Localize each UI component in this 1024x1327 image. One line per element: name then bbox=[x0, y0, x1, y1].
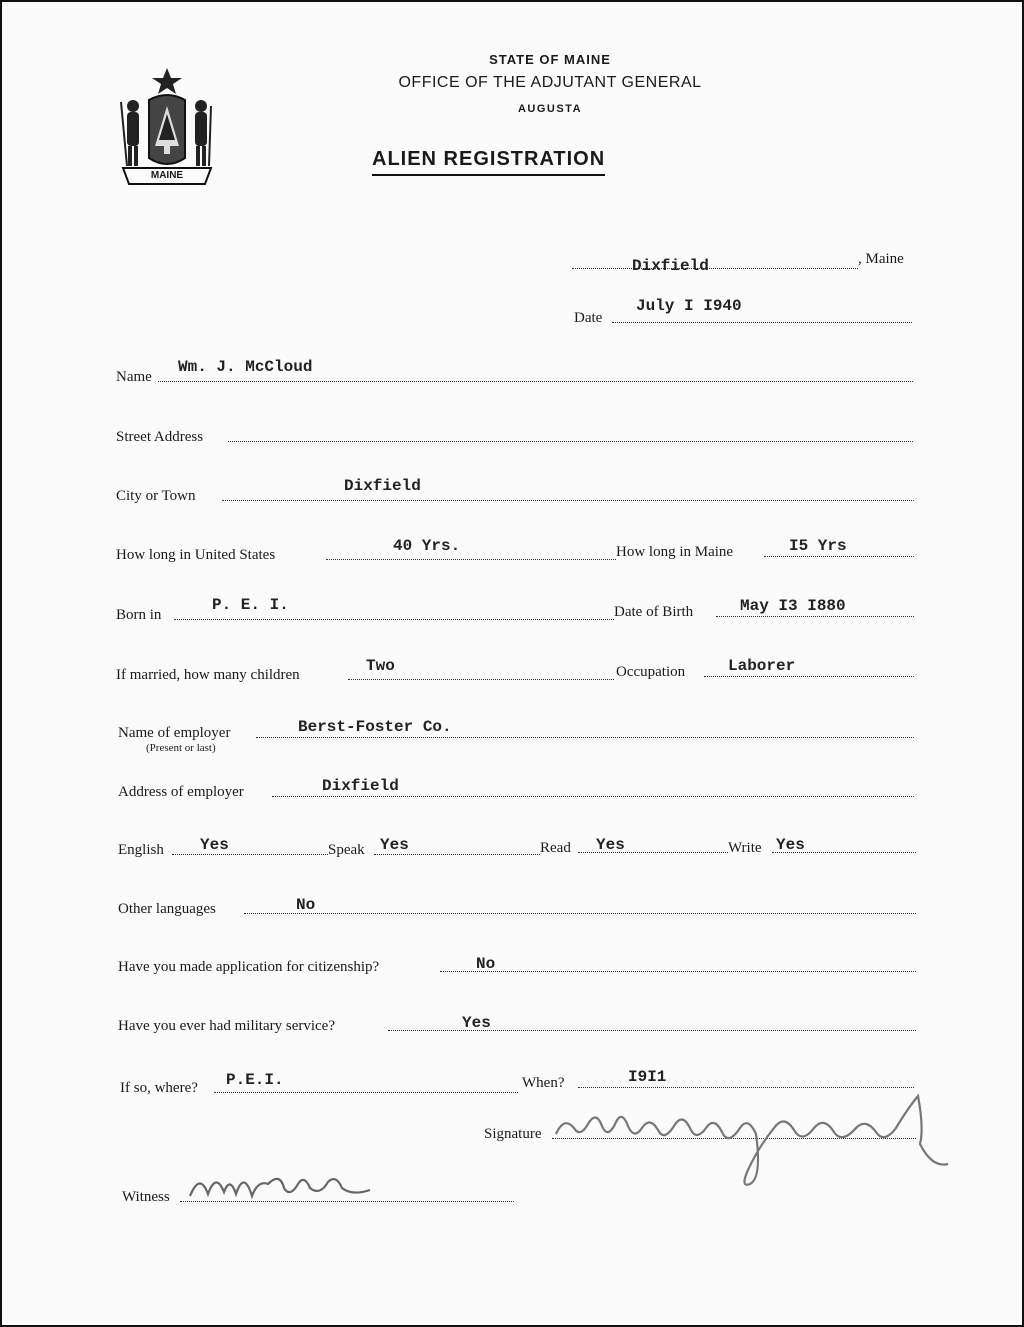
employer-value: Berst-Foster Co. bbox=[298, 718, 452, 736]
town-value: Dixfield bbox=[632, 257, 709, 275]
children-line bbox=[348, 679, 614, 680]
name-value: Wm. J. McCloud bbox=[178, 358, 313, 376]
citizenship-value: No bbox=[476, 955, 496, 973]
us-duration-label: How long in United States bbox=[116, 547, 276, 563]
employer-address-label: Address of employer bbox=[118, 784, 244, 800]
signature-label: Signature bbox=[484, 1126, 542, 1142]
employer-address-value: Dixfield bbox=[322, 777, 399, 795]
born-value: P. E. I. bbox=[212, 596, 289, 614]
read-label: Read bbox=[540, 840, 571, 856]
us-duration-line bbox=[326, 559, 616, 560]
where-label: If so, where? bbox=[120, 1080, 198, 1096]
english-line bbox=[172, 854, 328, 855]
other-languages-value: No bbox=[296, 896, 316, 914]
street-label: Street Address bbox=[116, 429, 204, 445]
maine-state-seal-icon bbox=[113, 66, 221, 190]
city-heading: AUGUSTA bbox=[517, 103, 583, 115]
where-line bbox=[214, 1092, 518, 1093]
city-label: City or Town bbox=[116, 488, 196, 504]
maine-duration-label: How long in Maine bbox=[616, 544, 734, 560]
speak-label: Speak bbox=[328, 842, 365, 858]
write-value: Yes bbox=[776, 836, 805, 854]
occupation-value: Laborer bbox=[728, 657, 796, 675]
children-value: Two bbox=[366, 657, 395, 675]
dob-label: Date of Birth bbox=[614, 604, 694, 620]
military-label: Have you ever had military service? bbox=[118, 1018, 335, 1034]
date-line bbox=[612, 322, 912, 323]
us-duration-value: 40 Yrs. bbox=[393, 537, 461, 555]
name-line bbox=[158, 381, 913, 382]
when-value: I9I1 bbox=[628, 1068, 667, 1086]
witness-handwriting bbox=[186, 1166, 376, 1206]
employer-address-line bbox=[272, 796, 914, 797]
employer-label: Name of employer bbox=[118, 725, 231, 741]
speak-line bbox=[374, 854, 540, 855]
dob-line bbox=[716, 616, 914, 617]
when-label: When? bbox=[522, 1075, 565, 1091]
name-label: Name bbox=[116, 369, 152, 385]
state-heading: STATE OF MAINE bbox=[489, 52, 611, 67]
military-value: Yes bbox=[462, 1014, 491, 1032]
city-value: Dixfield bbox=[344, 477, 421, 495]
signature-handwriting bbox=[552, 1088, 952, 1188]
city-line bbox=[222, 500, 914, 501]
date-value: July I I940 bbox=[636, 297, 742, 315]
english-label: English bbox=[118, 842, 164, 858]
born-line bbox=[174, 619, 614, 620]
english-value: Yes bbox=[200, 836, 229, 854]
office-heading: OFFICE OF THE ADJUTANT GENERAL bbox=[398, 74, 702, 91]
maine-duration-line bbox=[764, 556, 914, 557]
speak-value: Yes bbox=[380, 836, 409, 854]
citizenship-label: Have you made application for citizenship? bbox=[118, 959, 380, 975]
other-languages-label: Other languages bbox=[118, 901, 216, 917]
seal-text: MAINE bbox=[150, 170, 184, 181]
write-label: Write bbox=[728, 840, 762, 856]
read-value: Yes bbox=[596, 836, 625, 854]
dob-value: May I3 I880 bbox=[740, 597, 846, 615]
born-label: Born in bbox=[116, 607, 162, 623]
state-suffix: , Maine bbox=[858, 251, 904, 267]
occupation-line bbox=[704, 676, 914, 677]
occupation-label: Occupation bbox=[616, 664, 686, 680]
children-label: If married, how many children bbox=[116, 667, 300, 683]
maine-duration-value: I5 Yrs bbox=[789, 537, 847, 555]
where-value: P.E.I. bbox=[226, 1071, 284, 1089]
town-line bbox=[572, 268, 858, 269]
form-title: ALIEN REGISTRATION bbox=[372, 148, 605, 176]
employer-sublabel: (Present or last) bbox=[146, 742, 216, 754]
witness-label: Witness bbox=[122, 1189, 170, 1205]
other-languages-line bbox=[244, 913, 916, 914]
employer-line bbox=[256, 737, 914, 738]
street-line bbox=[228, 441, 913, 442]
date-label: Date bbox=[574, 310, 603, 326]
citizenship-line bbox=[440, 971, 916, 972]
